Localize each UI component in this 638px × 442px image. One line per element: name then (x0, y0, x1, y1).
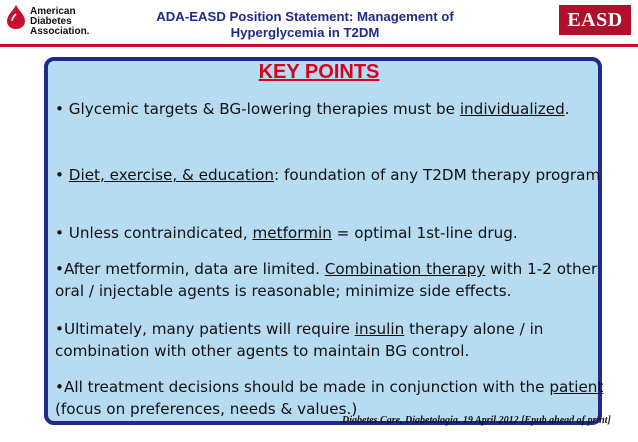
bullet-text: • Glycemic targets & BG-lowering therapies must be (55, 100, 460, 118)
header-divider (0, 44, 638, 47)
bullet-item (55, 222, 615, 244)
bullet-item (55, 258, 615, 302)
bullet-text: with 1-2 other oral / injectable agents is reasonable; minimize side effects. (55, 260, 598, 300)
bullet-emphasis: Diet, exercise, & education (68, 166, 275, 184)
bullet-text: : foundation of any T2DM therapy program (274, 166, 601, 184)
bullet-item (55, 98, 615, 120)
bullet-text: •All treatment decisions should be made in conjunction with the (55, 378, 550, 396)
bullet-text: • Unless contraindicated, (55, 224, 253, 242)
bullet-text: (focus on preferences, needs & values.) (55, 400, 358, 418)
slide-title-line2: Hyperglycemia in T2DM (230, 25, 380, 40)
ada-logo-line: American (30, 6, 76, 17)
bullet-text: • (55, 166, 69, 184)
bullet-text: •After metformin, data are limited. (55, 260, 325, 278)
ada-logo (4, 4, 100, 40)
panel-heading: KEY POINTS (258, 61, 380, 83)
slide-title (120, 9, 490, 41)
slide-title-line1: ADA-EASD Position Statement: Management of (156, 9, 454, 24)
bullet-item (55, 376, 615, 420)
citation: Diabetes Care, Diabetologia. 19 April 2012 [Epub ahead of print] (342, 415, 611, 426)
bullet-emphasis: individualized (459, 100, 565, 118)
bullet-text: •Ultimately, many patients will require (55, 320, 355, 338)
bullet-item (55, 318, 615, 362)
bullet-emphasis: metformin (252, 224, 332, 242)
bullet-text: therapy alone / in combination with other agents to maintain BG control. (55, 320, 544, 360)
ada-logo-text (30, 7, 89, 37)
ada-logo-line: Association. (30, 26, 90, 37)
bullet-emphasis: patient (549, 378, 604, 396)
bullet-item (55, 164, 615, 186)
ada-drop-icon (4, 4, 28, 30)
bullet-text: . (564, 100, 570, 118)
easd-logo: EASD (559, 5, 631, 35)
bullet-text: = optimal 1st-line drug. (331, 224, 518, 242)
ada-logo-line: Diabetes (30, 16, 72, 27)
bullet-emphasis: Combination therapy (324, 260, 486, 278)
bullet-emphasis: insulin (354, 320, 405, 338)
